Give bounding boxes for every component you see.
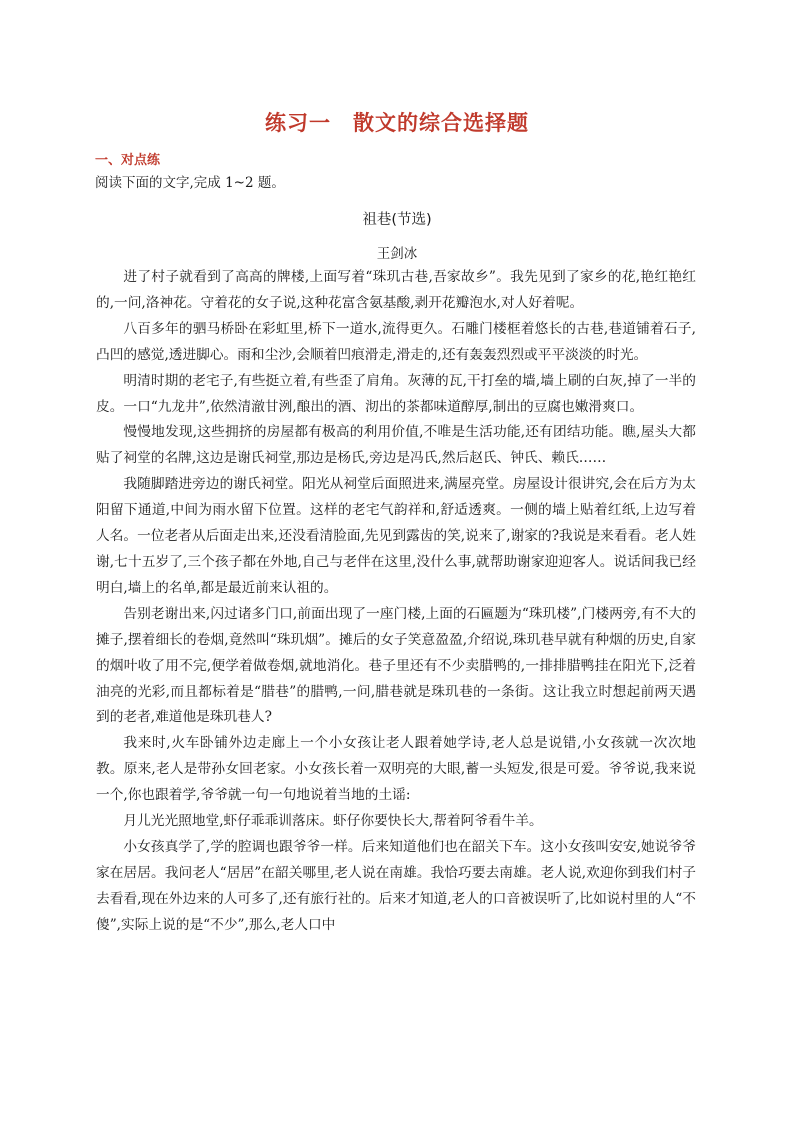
page-title: 练习一 散文的综合选择题 xyxy=(265,110,529,135)
article-paragraph: 我随脚踏进旁边的谢氏祠堂。阳光从祠堂后面照进来,满屋亮堂。房屋设计很讲究,会在后方为太阳留下通道,中间为雨水留下位置。这样的老宅气韵祥和,舒适透爽。一侧的墙上贴着红纸,上边写着人名。一位老者从后面走出来,还没看清脸面,先见到露齿的笑,说来了,谢家的?我说是来看看。老人姓谢,七十五岁了,三个孩子都在外地,自己与老伴在这里,没什么事,就帮助谢家迎迎客人。说话间我已经明白,墙上的名单,都是最近前来认祖的。 xyxy=(96,476,696,596)
section-heading: 一、对点练 xyxy=(95,153,161,168)
article-author: 王剑冰 xyxy=(376,246,418,262)
article-title: 祖巷(节选) xyxy=(362,212,432,228)
instruction-text: 阅读下面的文字,完成 1~2 题。 xyxy=(95,175,285,191)
article-body xyxy=(96,265,696,939)
article-paragraph: 告别老谢出来,闪过诸多门口,前面出现了一座门楼,上面的石匾题为“珠玑楼”,门楼两旁,有不大的摊子,摆着细长的卷烟,竟然叫“珠玑烟”。摊后的女子笑意盈盈,介绍说,珠玑巷早就有种烟的历史,自家的烟叶收了用不完,便学着做卷烟,就地消化。巷子里还有不少卖腊鸭的,一排排腊鸭挂在阳光下,泛着油亮的光彩,而且都标着是“腊巷”的腊鸭,一问,腊巷就是珠玑巷的一条街。这让我立时想起前两天遇到的老者,难道他是珠玑巷人? xyxy=(96,605,696,726)
article-paragraph: 小女孩真学了,学的腔调也跟爷爷一样。后来知道他们也在韶关下车。这小女孩叫安安,她说爷爷家在居居。我问老人“居居”在韶关哪里,老人说在南雄。我恰巧要去南雄。老人说,欢迎你到我们村子去看看,现在外边来的人可多了,还有旅行社的。后来才知道,老人的口音被误听了,比如说村里的人“不傻”,实际上说的是“不少”,那么,老人口中 xyxy=(96,838,696,933)
article-paragraph: 八百多年的驷马桥卧在彩虹里,桥下一道水,流得更久。石雕门楼框着悠长的古巷,巷道铺着石子,凸凹的感觉,透进脚心。雨和尘沙,会顺着凹痕滑走,滑走的,还有轰轰烈烈或平平淡淡的时光。 xyxy=(96,320,696,363)
article-paragraph: 我来时,火车卧铺外边走廊上一个小女孩让老人跟着她学诗,老人总是说错,小女孩就一次次地教。原来,老人是带孙女回老家。小女孩长着一双明亮的大眼,蓄一头短发,很是可爱。爷爷说,我来说一个,你也跟着学,爷爷就一句一句地说着当地的土谣: xyxy=(96,735,696,804)
folk-rhyme: 月儿光光照地堂,虾仔乖乖训落床。虾仔你要快长大,帮着阿爷看牛羊。 xyxy=(123,813,543,830)
article-paragraph: 明清时期的老宅子,有些挺立着,有些歪了肩角。灰薄的瓦,干打垒的墙,墙上刷的白灰,掉了一半的皮。一口“九龙井”,依然清澈甘洌,酿出的酒、沏出的茶都味道醇厚,制出的豆腐也嫩滑爽口。 xyxy=(96,372,696,415)
article-paragraph: 慢慢地发现,这些拥挤的房屋都有极高的利用价值,不唯是生活功能,还有团结功能。瞧,屋头大都贴了祠堂的名牌,这边是谢氏祠堂,那边是杨氏,旁边是冯氏,然后赵氏、钟氏、赖氏…… xyxy=(96,424,696,467)
article-paragraph: 进了村子就看到了高高的牌楼,上面写着“珠玑古巷,吾家故乡”。我先见到了家乡的花,艳红艳红的,一问,洛神花。守着花的女子说,这种花富含氨基酸,剥开花瓣泡水,对人好着呢。 xyxy=(96,269,696,311)
